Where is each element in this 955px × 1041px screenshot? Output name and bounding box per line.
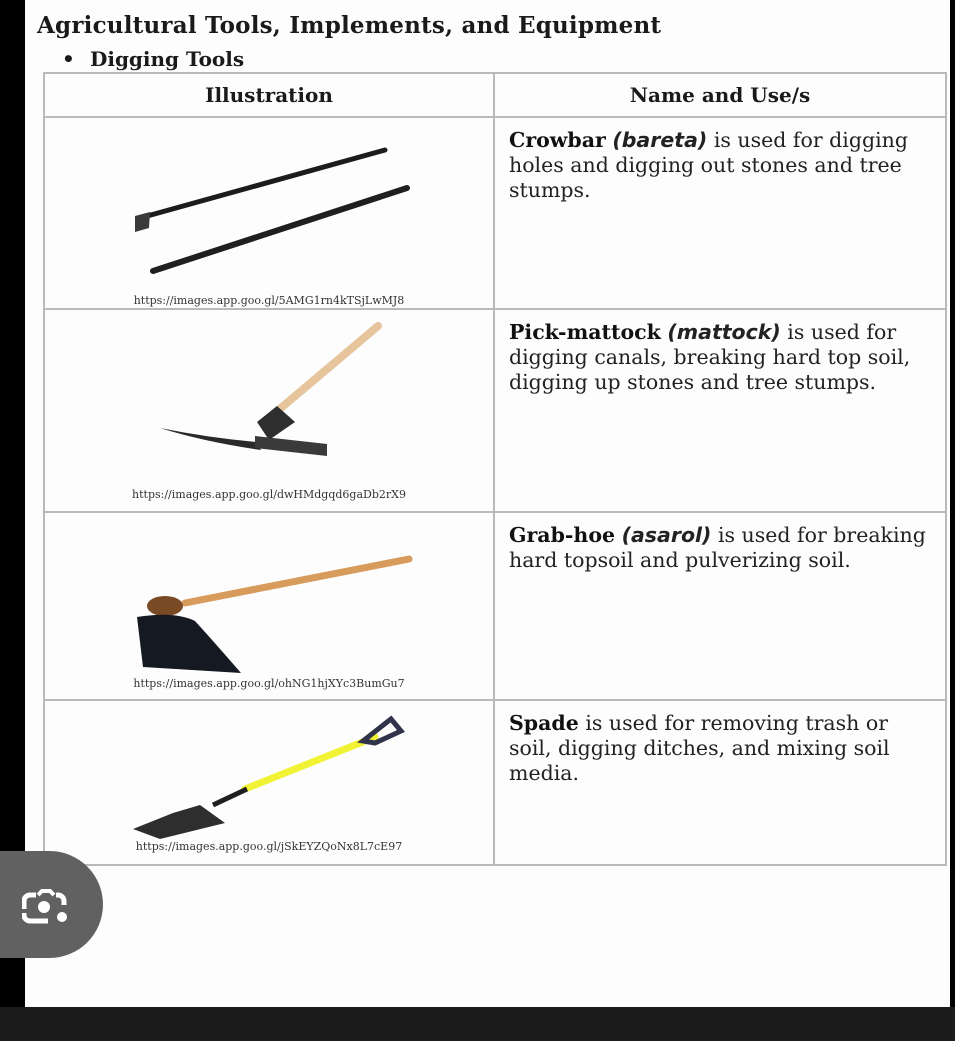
tool-local-name: (mattock) (667, 320, 781, 344)
section-heading (62, 47, 244, 71)
illustration-cell (44, 700, 494, 865)
page-title: Agricultural Tools, Implements, and Equipment (37, 12, 662, 39)
tool-use: is used for digging canals, breaking hard top soil, digging up stones and tree stumps. (509, 320, 911, 394)
table-row (44, 700, 946, 865)
grab-hoe-image (45, 513, 495, 698)
header-illustration: Illustration (44, 73, 494, 117)
tool-name: Crowbar (509, 128, 606, 152)
tool-description (494, 309, 946, 512)
tool-name: Spade (509, 711, 579, 735)
system-navigation-bar (0, 1007, 955, 1041)
bullet: • (62, 47, 75, 71)
tool-use: is used for breaking hard topsoil and pulverizing soil. (509, 523, 926, 572)
pick-mattock-image (45, 310, 495, 510)
tool-local-name: (bareta) (612, 128, 708, 152)
tool-description (494, 117, 946, 309)
illustration-cell (44, 309, 494, 512)
tool-description (494, 700, 946, 865)
tool-use: is used for digging holes and digging out stones and tree stumps. (509, 128, 908, 202)
illustration-cell (44, 117, 494, 309)
google-lens-icon (22, 887, 78, 927)
image-source-url: https://images.app.goo.gl/jSkEYZQoNx8L7cE97 (135, 840, 403, 853)
section-title: Digging Tools (90, 47, 245, 71)
image-source-url: https://images.app.goo.gl/5AMG1rn4kTSjLwMJ8 (133, 294, 405, 307)
tool-description (494, 512, 946, 700)
table-row (44, 117, 946, 309)
image-source-url: https://images.app.goo.gl/dwHMdgqd6gaDb2rX9 (132, 488, 406, 501)
table-row (44, 309, 946, 512)
image-source-url: https://images.app.goo.gl/ohNG1hjXYc3BumGu7 (133, 677, 405, 690)
screen-edge (950, 0, 955, 1007)
tool-local-name: (asarol) (621, 523, 712, 547)
google-lens-button[interactable] (0, 851, 103, 958)
crowbar-image (45, 118, 495, 308)
digging-tools-table (43, 72, 947, 866)
table-header-row (44, 73, 946, 117)
header-name-use: Name and Use/s (494, 73, 946, 117)
spade-image (45, 701, 495, 861)
tool-name: Pick-mattock (509, 320, 661, 344)
tool-name: Grab-hoe (509, 523, 616, 547)
tool-use: is used for removing trash or soil, digging ditches, and mixing soil media. (509, 711, 890, 785)
table-row (44, 512, 946, 700)
illustration-cell (44, 512, 494, 700)
